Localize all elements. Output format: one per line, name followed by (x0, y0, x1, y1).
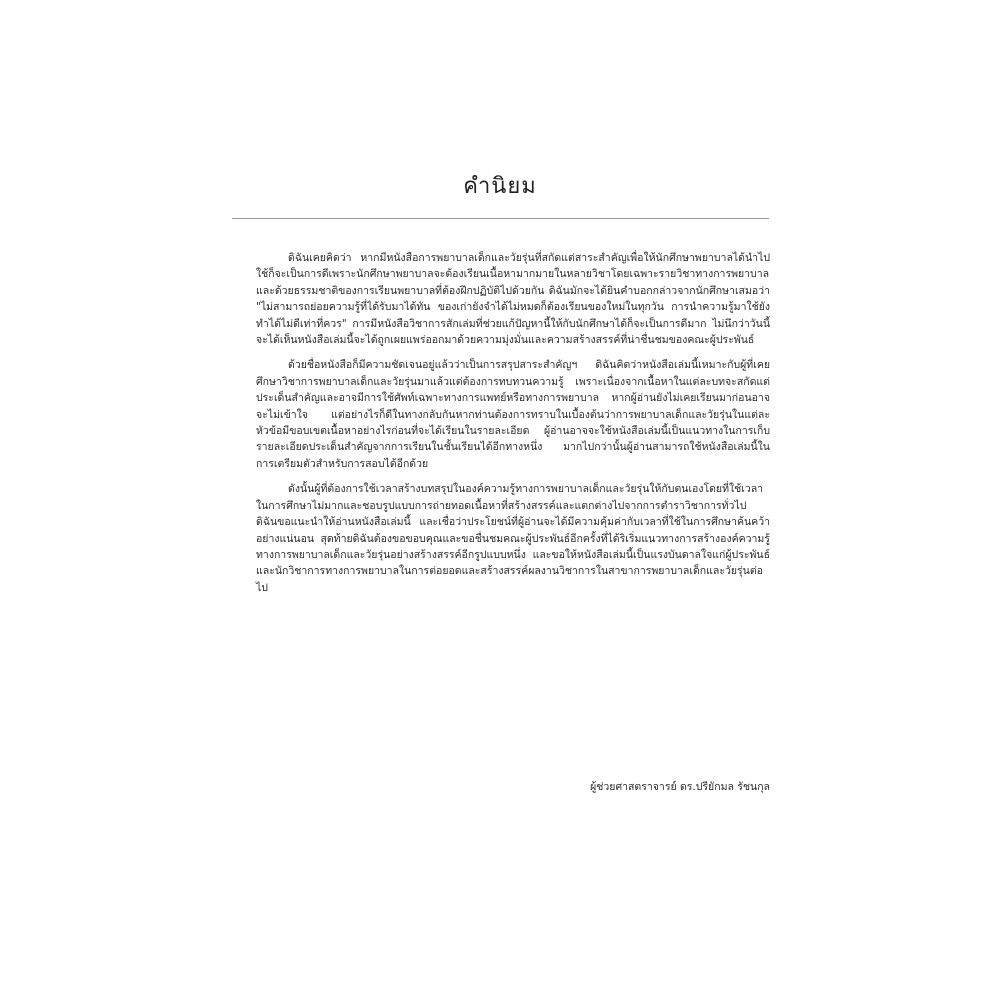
foreword-body (256, 250, 770, 605)
author-signature: ผู้ช่วยศาสตราจารย์ ดร.ปรียักมล รัชนกุล (590, 781, 770, 793)
title-divider (232, 218, 769, 219)
page-title: คำนิยม (463, 174, 537, 199)
paragraph-1: ดิฉันเคยคิดว่า หากมีหนังสือการพยาบาลเด็กและวัยรุ่นที่สกัดแต่สาระสำคัญเพื่อให้นักศึกษาพยาบาลได้นำไปใช้ก็จะเป็นการดีเพราะนักศึกษาพยาบาลจะต้องเรียนเนื้อหามากมายในหลายวิชาโดยเฉพาะรายวิชาทางการพยาบาล และด้วยธรรมชาติของการเรียนพยาบาลที่ต้องฝึกปฏิบัติไปด้วยกัน ดิฉันมักจะได้ยินคำบอกกล่าวจากนักศึกษาเสมอว่า "ไม่สามารถย่อยความรู้ที่ได้รับมาได้ทัน ของเก่ายังจำได้ไม่หมดก็ต้องเรียนของใหม่ในทุกวัน การนำความรู้มาใช้ยังทำได้ไม่ดีเท่าที่ควร" การมีหนังสือวิชาการสักเล่มที่ช่วยแก้ปัญหานี้ให้กับนักศึกษาได้ก็จะเป็นการดีมาก ไม่นึกว่าวันนี้จะได้เห็นหนังสือเล่มนี้จะได้ถูกเผยแพร่ออกมาด้วยความมุ่งมั่นและความสร้างสรรค์ที่น่าชื่นชมของคณะผู้ประพันธ์ (256, 252, 770, 347)
paragraph-2: ด้วยชื่อหนังสือก็มีความชัดเจนอยู่แล้วว่าเป็นการสรุปสาระสำคัญฯ ดิฉันคิดว่าหนังสือเล่มนี้เหมาะกับผู้ที่เคยศึกษาวิชาการพยาบาลเด็กและวัยรุ่นมาแล้วแต่ต้องการทบทวนความรู้ เพราะเนื่องจากเนื้อหาในแต่ละบทจะสกัดแต่ประเด็นสำคัญและอาจมีการใช้ศัพท์เฉพาะทางการแพทย์หรือทางการพยาบาล หากผู้อ่านยังไม่เคยเรียนมาก่อนอาจจะไม่เข้าใจ แต่อย่างไรก็ดีในทางกลับกันหากท่านต้องการทราบในเบื้องต้นว่าการพยาบาลเด็กและวัยรุ่นในแต่ละหัวข้อมีขอบเขตเนื้อหาอย่างไรก่อนที่จะได้เรียนในรายละเอียด ผู้อ่านอาจจะใช้หนังสือเล่มนี้เป็นแนวทางในการเก็บรายละเอียดประเด็นสำคัญจากการเรียนในชั้นเรียนได้อีกทางหนึ่ง มากไปกว่านั้นผู้อ่านสามารถใช้หนังสือเล่มนี้ในการเตรียมตัวสำหรับการสอบได้อีกด้วย (256, 359, 770, 470)
paragraph-3: ดังนั้นผู้ที่ต้องการใช้เวลาสร้างบทสรุปในองค์ความรู้ทางการพยาบาลเด็กและวัยรุ่นให้กับตนเองโดยที่ใช้เวลาในการศึกษาไม่มากและชอบรูปแบบการถ่ายทอดเนื้อหาที่สร้างสรรค์และแตกต่างไปจากการตำราวิชาการทั่วไป ดิฉันขอแนะนำให้อ่านหนังสือเล่มนี้ และเชื่อว่าประโยชน์ที่ผู้อ่านจะได้มีความคุ้มค่ากับเวลาที่ใช้ในการศึกษาค้นคว้าอย่างแน่นอน สุดท้ายดิฉันต้องขอขอบคุณและขอชื่นชมคณะผู้ประพันธ์อีกครั้งที่ได้ริเริ่มแนวทางการสร้างองค์ความรู้ทางการพยาบาลเด็กและวัยรุ่นอย่างสร้างสรรค์อีกรูปแบบหนึ่ง และขอให้หนังสือเล่มนี้เป็นแรงบันดาลใจแก่ผู้ประพันธ์และนักวิชาการทางการพยาบาลในการต่อยอดและสร้างสรรค์ผลงานวิชาการในสาขาการพยาบาลเด็กและวัยรุ่นต่อไป (256, 483, 770, 594)
